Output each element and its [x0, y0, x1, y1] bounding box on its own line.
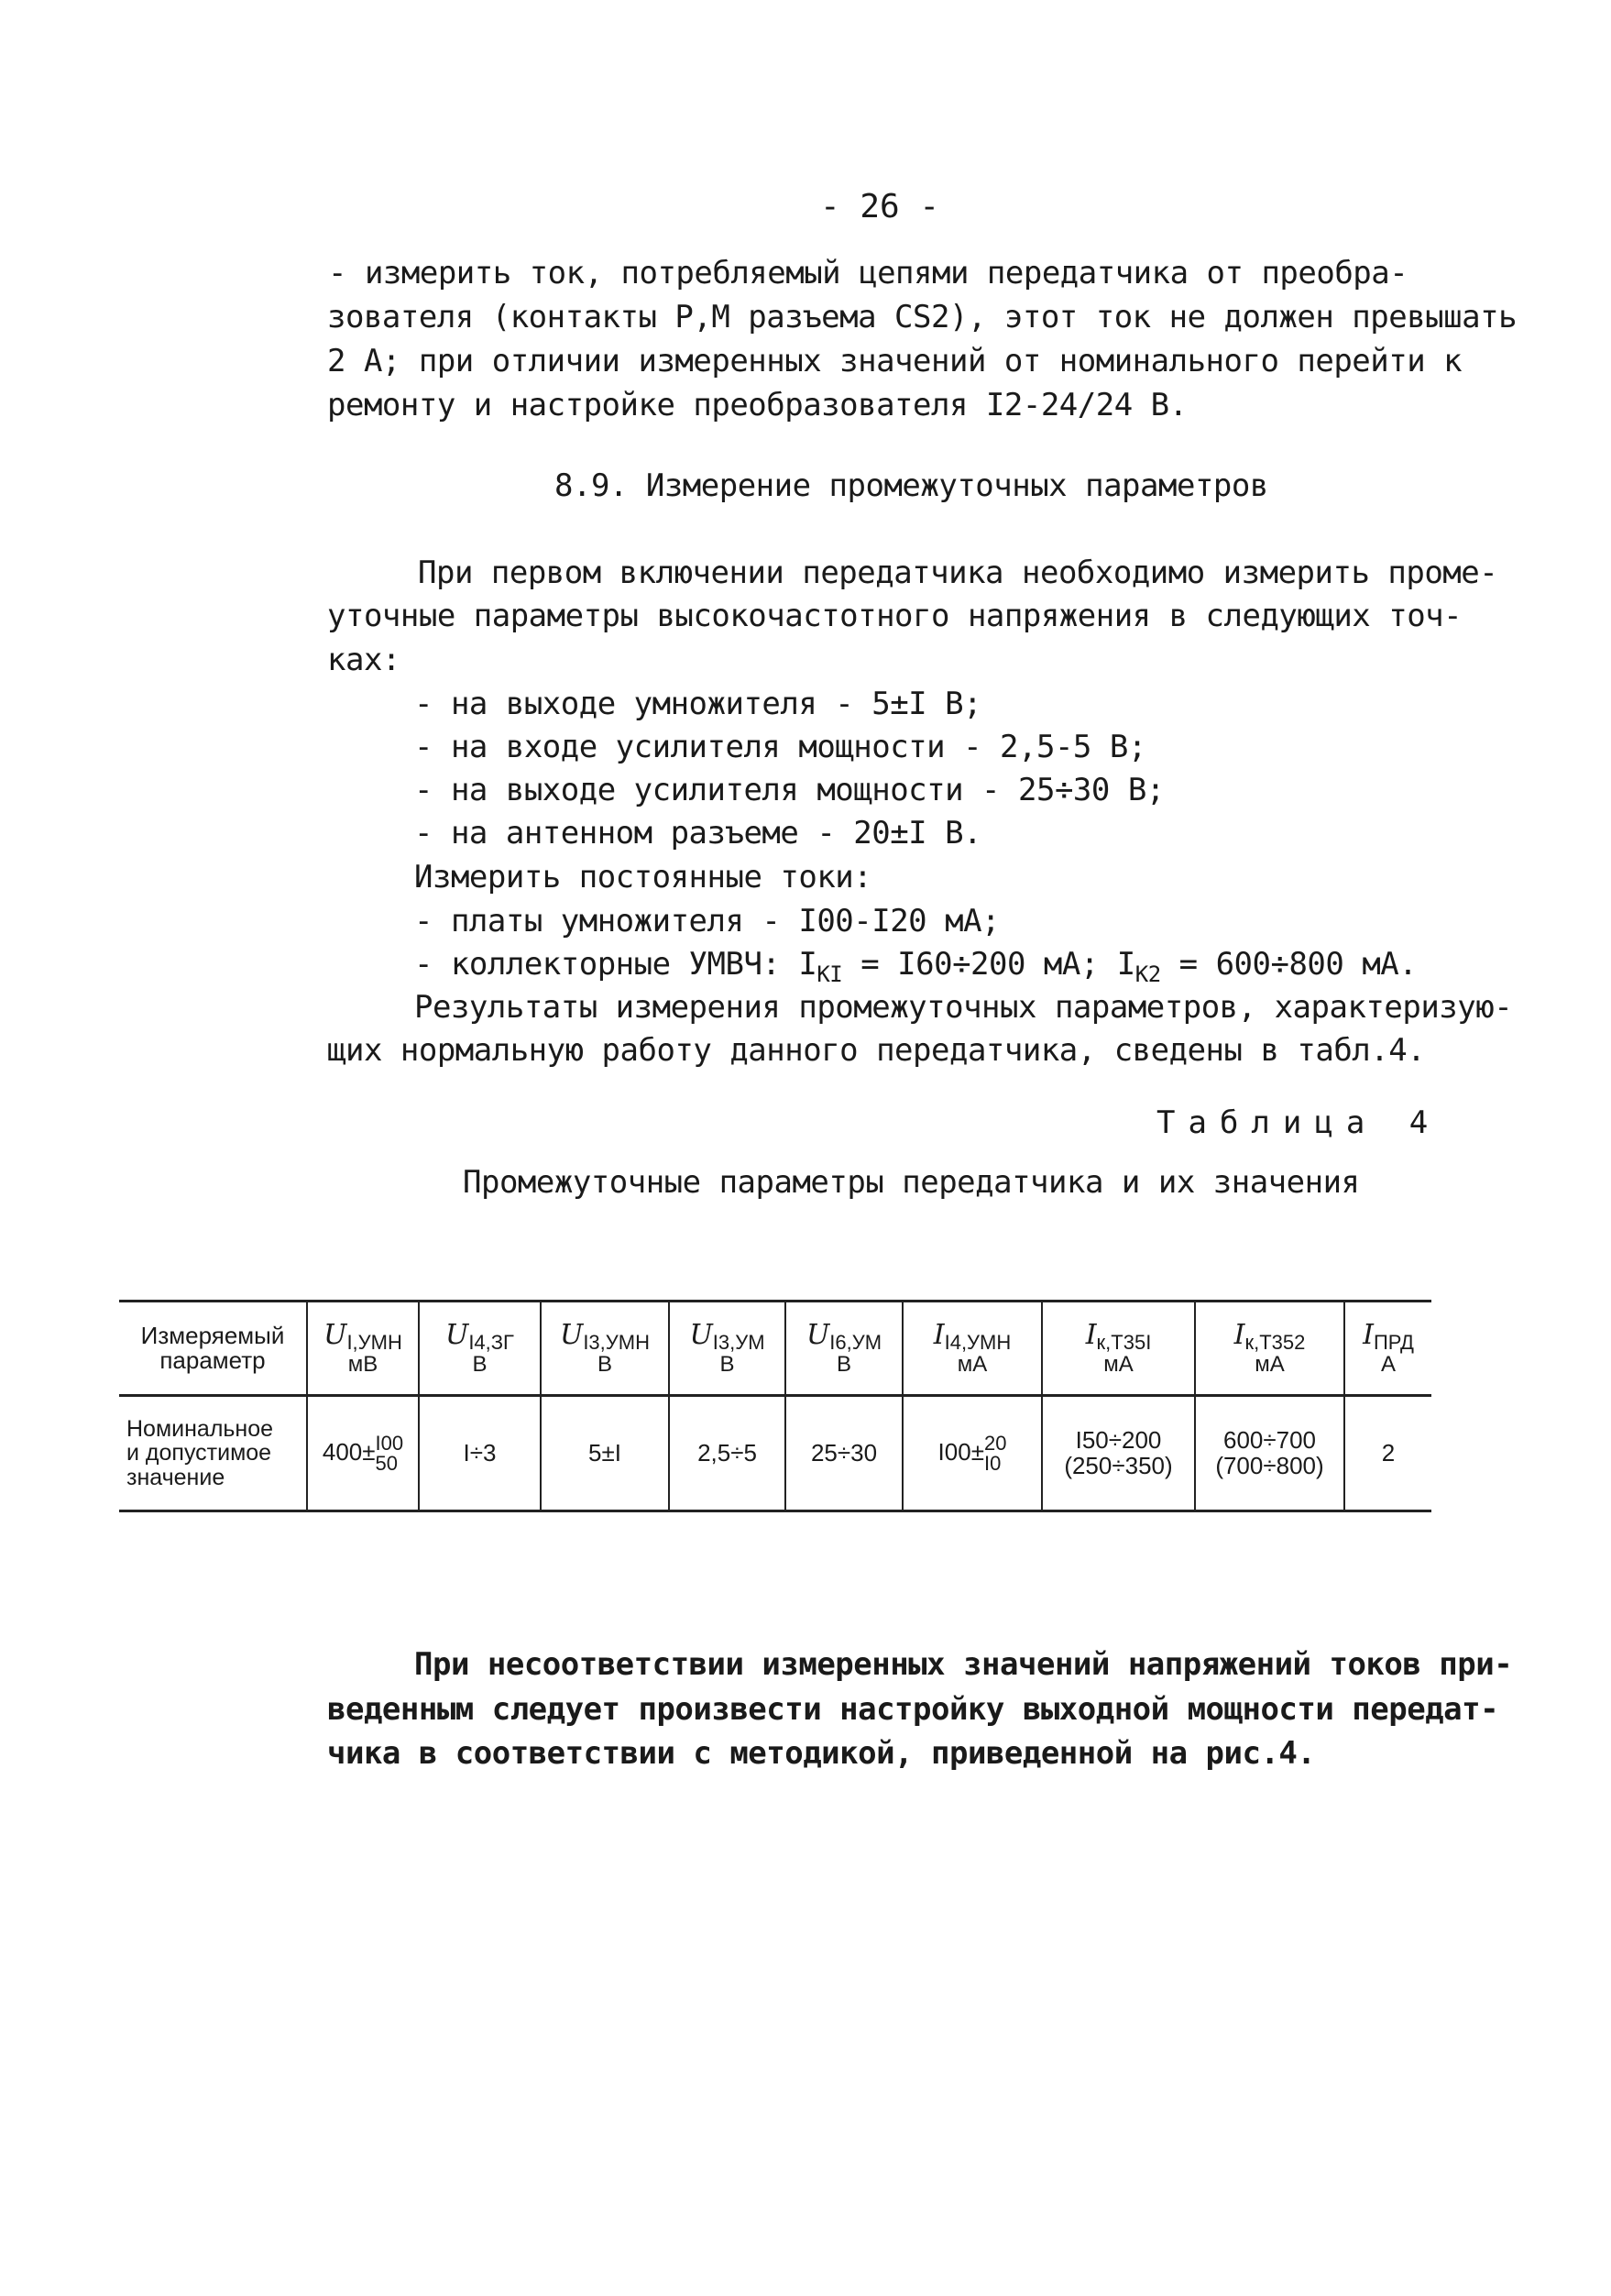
c1-lower: 50	[375, 1451, 399, 1475]
header-col-3	[541, 1302, 669, 1396]
table-label: Таблица 4	[1156, 1104, 1441, 1141]
page-number: - 26 -	[820, 188, 940, 225]
col3-unit: В	[597, 1351, 612, 1377]
value-col-8	[1195, 1396, 1344, 1511]
col1-unit: мВ	[347, 1351, 378, 1377]
value-col-3: 5±I	[541, 1396, 669, 1511]
value-col-7	[1042, 1396, 1195, 1511]
c6-tolerance	[983, 1431, 1007, 1475]
header-param-cell	[119, 1302, 307, 1396]
results-line-1: Результаты измерения промежуточных параметров, характеризую-	[414, 989, 1513, 1026]
row-label-line-1: Номинальное	[126, 1416, 274, 1443]
intro-line-1: - измерить ток, потребляемый цепями передатчика от преобра-	[328, 255, 1408, 291]
col8-subscript: к,Т352	[1244, 1330, 1306, 1354]
collector-label: - коллекторные УМВЧ: I	[414, 946, 817, 983]
c6-base: I00±	[937, 1437, 984, 1466]
value-col-6	[903, 1396, 1042, 1511]
col1-symbol: U	[323, 1318, 347, 1351]
header-col-5	[785, 1302, 903, 1396]
para1-line-1: При первом включении передатчика необходимо измерить проме-	[418, 555, 1498, 591]
intro-line-2: зователя (контакты Р,М разъема CS2), этот ток не должен превышать	[327, 299, 1518, 335]
header-col-2	[419, 1302, 541, 1396]
col1-subscript: I,УМН	[346, 1330, 402, 1354]
col5-subscript: I6,УМ	[829, 1330, 882, 1354]
col2-subscript: I4,ЗГ	[468, 1330, 514, 1354]
ik2-subscript: К2	[1134, 961, 1161, 987]
voltage-point-3: - на выходе усилителя мощности - 25÷30 В;	[414, 772, 1165, 808]
table-header-row	[119, 1302, 1431, 1396]
header-col-8	[1195, 1302, 1344, 1396]
ik1-value: = I60÷200 мА; I	[842, 946, 1135, 983]
ik1-subscript: КI	[816, 961, 843, 987]
c1-base: 400±	[322, 1437, 376, 1466]
header-col-7	[1042, 1302, 1195, 1396]
col2-unit: В	[472, 1351, 488, 1377]
header-col-9	[1344, 1302, 1431, 1396]
col6-unit: мА	[957, 1351, 988, 1377]
final-line-1: При несоответствии измеренных значений напряжений токов при-	[414, 1646, 1513, 1683]
col5-symbol: U	[806, 1318, 830, 1351]
voltage-point-2: - на входе усилителя мощности - 2,5-5 В;	[414, 729, 1146, 765]
value-col-5: 25÷30	[785, 1396, 903, 1511]
header-col-6	[903, 1302, 1042, 1396]
voltage-point-1: - на выходе умножителя - 5±I В;	[414, 686, 982, 722]
col6-subscript: I4,УМН	[944, 1330, 1012, 1354]
results-line-2: щих нормальную работу данного передатчика, сведены в табл.4.	[327, 1032, 1426, 1069]
header-col-1	[307, 1302, 419, 1396]
c7-line-1: I50÷200	[1075, 1426, 1162, 1455]
c8-line-1: 600÷700	[1222, 1426, 1317, 1455]
row-label-line-2: и допустимое	[126, 1440, 272, 1467]
intro-line-3: 2 А; при отличии измеренных значений от номинального перейти к	[327, 343, 1463, 379]
table-row	[119, 1396, 1431, 1511]
c7-line-2: (250÷350)	[1064, 1451, 1173, 1479]
value-col-2: I÷3	[419, 1396, 541, 1511]
current-point-2	[414, 946, 1417, 987]
ik2-value: = 600÷800 мА.	[1160, 946, 1418, 983]
col5-unit: В	[836, 1351, 851, 1377]
header-param-line-2: параметр	[159, 1346, 266, 1374]
row-label-line-3: значение	[126, 1464, 225, 1490]
col9-unit: А	[1380, 1351, 1396, 1377]
value-col-9: 2	[1344, 1396, 1431, 1511]
col6-symbol: I	[933, 1318, 945, 1351]
header-param-line-1: Измеряемый	[140, 1321, 285, 1349]
col3-subscript: I3,УМН	[583, 1330, 650, 1354]
parameters-table	[119, 1300, 1431, 1512]
row-label-cell	[119, 1396, 307, 1511]
value-col-1	[307, 1396, 419, 1511]
value-col-4: 2,5÷5	[669, 1396, 785, 1511]
current-point-1: - платы умножителя - I00-I20 мА;	[414, 903, 1001, 939]
col9-symbol: I	[1363, 1318, 1374, 1351]
col8-symbol: I	[1233, 1318, 1245, 1351]
col2-symbol: U	[445, 1318, 469, 1351]
col9-subscript: ПРД	[1373, 1330, 1414, 1354]
col4-subscript: I3,УМ	[712, 1330, 765, 1354]
c1-tolerance	[375, 1431, 404, 1475]
section-heading: 8.9. Измерение промежуточных параметров	[554, 467, 1268, 504]
col7-symbol: I	[1085, 1318, 1097, 1351]
col4-unit: В	[719, 1351, 735, 1377]
col7-unit: мА	[1103, 1351, 1134, 1377]
para1-line-2: уточные параметры высокочастотного напряжения в следующих точ-	[327, 598, 1463, 634]
table-title: Промежуточные параметры передатчика и их значения	[463, 1164, 1360, 1201]
col7-subscript: к,Т35I	[1096, 1330, 1152, 1354]
voltage-point-4: - на антенном разъеме - 20±I В.	[414, 815, 982, 851]
col8-unit: мА	[1255, 1351, 1285, 1377]
currents-intro: Измерить постоянные токи:	[414, 859, 872, 895]
final-line-3: чика в соответствии с методикой, приведенной на рис.4.	[327, 1735, 1316, 1772]
c6-upper: 20	[983, 1431, 1007, 1455]
c6-lower: I0	[983, 1451, 1002, 1475]
intro-line-4: ремонту и настройке преобразователя I2-24/24 В.	[327, 387, 1188, 423]
para1-line-3: ках:	[327, 642, 400, 678]
c1-upper: I00	[375, 1431, 404, 1455]
c8-line-2: (700÷800)	[1215, 1451, 1324, 1479]
col3-symbol: U	[560, 1318, 584, 1351]
col4-symbol: U	[689, 1318, 713, 1351]
header-col-4	[669, 1302, 785, 1396]
final-line-2: веденным следует произвести настройку выходной мощности передат-	[327, 1691, 1499, 1728]
